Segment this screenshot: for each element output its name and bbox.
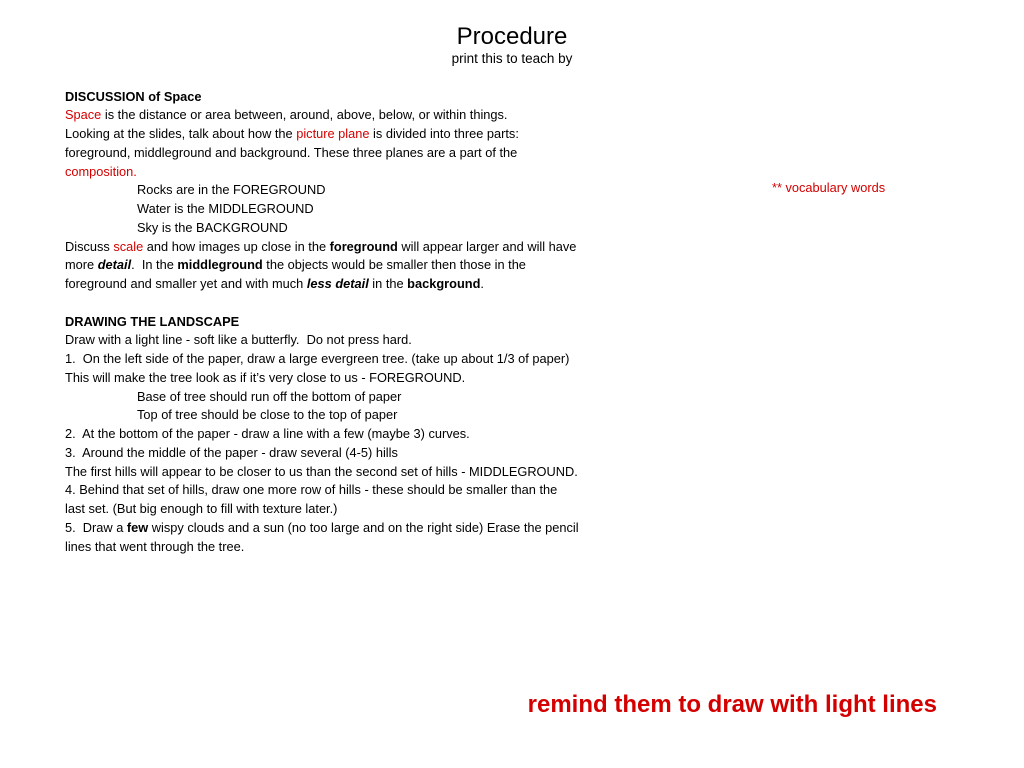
text-run: in the: [368, 276, 408, 292]
text-line: [65, 238, 705, 257]
bold-italic-term: detail: [97, 257, 132, 273]
text-line: Draw with a light line - soft like a butterfly. Do not press hard.: [65, 332, 412, 348]
text-run: Looking at the slides, talk about how the: [65, 126, 297, 142]
page-subtitle: print this to teach by: [451, 51, 573, 66]
page-title: Procedure: [456, 23, 568, 50]
blank-line: [65, 294, 705, 313]
text-run: foreground and smaller yet and with much: [65, 276, 307, 292]
indented-line: Base of tree should run off the bottom of paper: [137, 388, 402, 404]
reminder-callout: remind them to draw with light lines: [527, 691, 937, 718]
step-line: 1. On the left side of the paper, draw a large evergreen tree. (take up about 1/3 of paper): [65, 351, 570, 367]
text-line: [65, 125, 705, 144]
text-run: . In the: [131, 257, 178, 273]
text-line: foreground, middleground and background. These three planes are a part of the: [65, 144, 518, 160]
text-line: This will make the tree look as if it’s very close to us - FOREGROUND.: [65, 369, 466, 385]
step-line: 4. Behind that set of hills, draw one more row of hills - these should be smaller than the: [65, 482, 558, 498]
indented-line: Water is the MIDDLEGROUND: [137, 201, 314, 217]
bold-term: middleground: [177, 257, 263, 273]
text-run: .: [480, 276, 484, 292]
section-heading-discussion: DISCUSSION of Space: [65, 88, 202, 104]
step-line: 2. At the bottom of the paper - draw a line with a few (maybe 3) curves.: [65, 426, 470, 442]
procedure-body: [65, 88, 705, 557]
step-line: [65, 519, 705, 538]
vocabulary-note: ** vocabulary words: [772, 180, 886, 195]
text-run: the objects would be smaller then those in the: [262, 257, 526, 273]
vocab-term: picture plane: [296, 126, 370, 142]
indented-line: Top of tree should be close to the top of paper: [137, 407, 398, 423]
indented-line: Rocks are in the FOREGROUND: [137, 182, 326, 198]
text-run: is the distance or area between, around, above, below, or within things.: [101, 107, 508, 123]
indented-line: Sky is the BACKGROUND: [137, 219, 288, 235]
text-line: [65, 275, 705, 294]
bold-term: few: [126, 519, 149, 535]
text-line: [65, 163, 705, 182]
text-run: and how images up close in the: [143, 238, 330, 254]
text-run: more: [65, 257, 98, 273]
text-run: wispy clouds and a sun (no too large and on the right side) Erase the pencil: [148, 519, 579, 535]
text-run: 5. Draw a: [65, 519, 127, 535]
bold-italic-term: less detail: [306, 276, 369, 292]
vocab-term: composition.: [65, 163, 137, 179]
text-line: The first hills will appear to be closer to us than the second set of hills - MIDDLEGROUND.: [65, 463, 578, 479]
step-line: 3. Around the middle of the paper - draw several (4-5) hills: [65, 444, 398, 460]
text-line: [65, 256, 705, 275]
vocab-term: scale: [113, 238, 144, 254]
bold-term: background: [407, 276, 481, 292]
text-line: [65, 106, 705, 125]
text-run: is divided into three parts:: [369, 126, 519, 142]
text-line: last set. (But big enough to fill with texture later.): [65, 501, 338, 517]
vocab-term: Space: [65, 107, 102, 123]
bold-term: foreground: [329, 238, 398, 254]
text-run: Discuss: [65, 238, 114, 254]
section-heading-drawing: DRAWING THE LANDSCAPE: [65, 313, 240, 329]
text-run: will appear larger and will have: [397, 238, 577, 254]
text-line: lines that went through the tree.: [65, 538, 245, 554]
